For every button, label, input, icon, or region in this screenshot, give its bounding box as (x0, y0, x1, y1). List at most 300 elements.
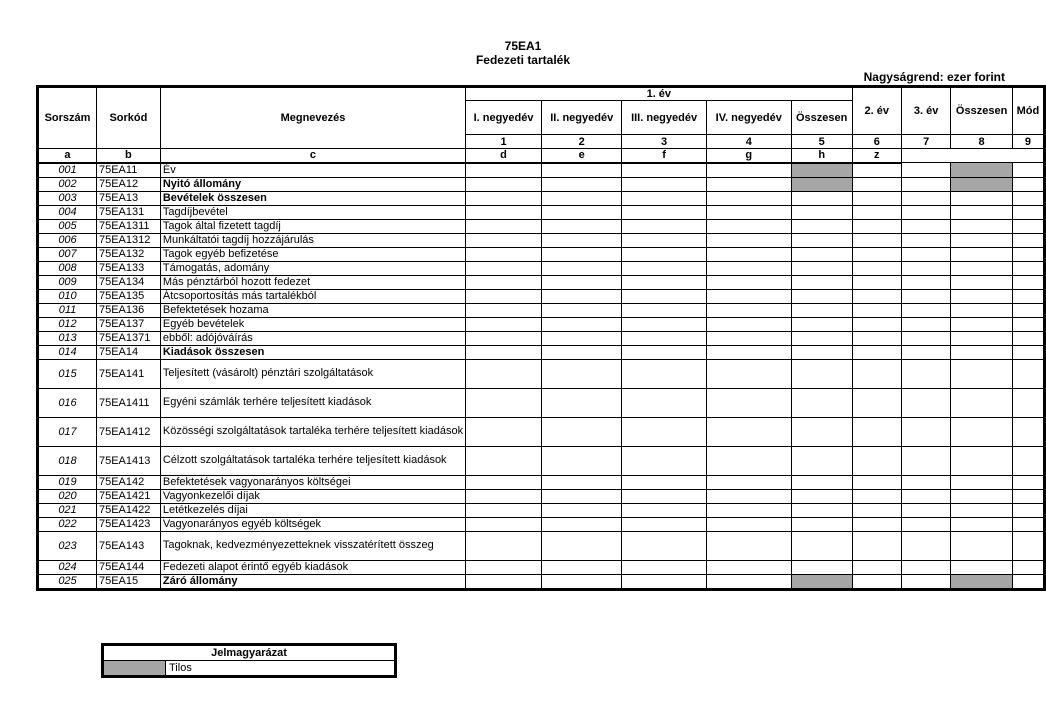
input-cell[interactable] (951, 475, 1013, 489)
input-cell[interactable] (466, 489, 542, 503)
input-cell[interactable] (791, 560, 852, 574)
input-cell[interactable] (466, 177, 542, 191)
input-cell[interactable] (466, 205, 542, 219)
input-cell[interactable] (466, 388, 542, 417)
col-year1: 1. év (466, 87, 852, 101)
input-cell[interactable] (791, 345, 852, 359)
input-cell[interactable] (622, 261, 706, 275)
input-cell[interactable] (852, 531, 901, 560)
input-cell[interactable] (791, 219, 852, 233)
input-cell[interactable] (951, 417, 1013, 446)
input-cell[interactable] (852, 205, 901, 219)
input-cell[interactable] (466, 303, 542, 317)
input-cell[interactable] (901, 574, 950, 589)
row-number: 006 (38, 233, 97, 247)
input-cell[interactable] (951, 359, 1013, 388)
table-row (38, 503, 1045, 517)
input-cell[interactable] (541, 359, 621, 388)
col-mod: Mód (1012, 87, 1044, 135)
row-code: 75EA1421 (96, 489, 160, 503)
form-code: 75EA1 (504, 39, 542, 53)
input-cell[interactable] (951, 205, 1013, 219)
input-cell[interactable] (791, 388, 852, 417)
input-cell[interactable] (1012, 317, 1044, 331)
row-name: Bevételek összesen (160, 191, 465, 205)
input-cell[interactable] (1012, 261, 1044, 275)
input-cell[interactable] (541, 531, 621, 560)
input-cell[interactable] (706, 517, 791, 531)
row-code: 75EA1412 (96, 417, 160, 446)
input-cell[interactable] (852, 177, 901, 191)
input-cell[interactable] (706, 289, 791, 303)
input-cell[interactable] (901, 446, 950, 475)
row-number: 013 (38, 331, 97, 345)
input-cell[interactable] (622, 163, 706, 178)
row-code: 75EA1312 (96, 233, 160, 247)
col-letter: c (160, 149, 465, 163)
input-cell[interactable] (1012, 303, 1044, 317)
input-cell[interactable] (706, 247, 791, 261)
input-cell[interactable] (901, 247, 950, 261)
input-cell[interactable] (1012, 417, 1044, 446)
input-cell[interactable] (706, 177, 791, 191)
input-cell[interactable] (901, 388, 950, 417)
input-cell[interactable] (706, 359, 791, 388)
input-cell[interactable] (622, 205, 706, 219)
input-cell[interactable] (1012, 574, 1044, 589)
table-row (38, 388, 1045, 417)
input-cell[interactable] (541, 446, 621, 475)
input-cell[interactable] (622, 560, 706, 574)
input-cell[interactable] (901, 219, 950, 233)
col-letter: z (852, 149, 901, 163)
row-code: 75EA142 (96, 475, 160, 489)
input-cell[interactable] (791, 275, 852, 289)
forbidden-cell (951, 574, 1013, 589)
input-cell[interactable] (901, 303, 950, 317)
row-number: 018 (38, 446, 97, 475)
row-code: 75EA135 (96, 289, 160, 303)
row-name: Egyéni számlák terhére teljesített kiadások (160, 388, 465, 417)
input-cell[interactable] (622, 177, 706, 191)
input-cell[interactable] (901, 275, 950, 289)
input-cell[interactable] (951, 219, 1013, 233)
input-cell[interactable] (901, 503, 950, 517)
input-cell[interactable] (622, 191, 706, 205)
input-cell[interactable] (541, 560, 621, 574)
legend-forbidden-swatch (103, 661, 166, 677)
input-cell[interactable] (1012, 560, 1044, 574)
row-name: Záró állomány (160, 574, 465, 589)
input-cell[interactable] (852, 317, 901, 331)
input-cell[interactable] (1012, 289, 1044, 303)
input-cell[interactable] (1012, 475, 1044, 489)
input-cell[interactable] (901, 531, 950, 560)
input-cell[interactable] (901, 359, 950, 388)
input-cell[interactable] (791, 446, 852, 475)
input-cell[interactable] (706, 219, 791, 233)
input-cell[interactable] (541, 503, 621, 517)
input-cell[interactable] (951, 275, 1013, 289)
input-cell[interactable] (1012, 177, 1044, 191)
input-cell[interactable] (901, 417, 950, 446)
input-cell[interactable] (901, 205, 950, 219)
input-cell[interactable] (466, 531, 542, 560)
input-cell[interactable] (622, 531, 706, 560)
input-cell[interactable] (951, 446, 1013, 475)
input-cell[interactable] (852, 574, 901, 589)
input-cell[interactable] (541, 163, 621, 178)
input-cell[interactable] (541, 317, 621, 331)
input-cell[interactable] (852, 261, 901, 275)
row-code: 75EA132 (96, 247, 160, 261)
input-cell[interactable] (541, 205, 621, 219)
input-cell[interactable] (706, 261, 791, 275)
row-name: Fedezeti alapot érintő egyéb kiadások (160, 560, 465, 574)
forbidden-cell (791, 177, 852, 191)
row-number: 002 (38, 177, 97, 191)
input-cell[interactable] (466, 517, 542, 531)
input-cell[interactable] (791, 475, 852, 489)
input-cell[interactable] (791, 247, 852, 261)
input-cell[interactable] (622, 331, 706, 345)
input-cell[interactable] (951, 388, 1013, 417)
row-number: 009 (38, 275, 97, 289)
input-cell[interactable] (1012, 191, 1044, 205)
input-cell[interactable] (466, 289, 542, 303)
input-cell[interactable] (706, 303, 791, 317)
input-cell[interactable] (706, 574, 791, 589)
row-number: 008 (38, 261, 97, 275)
input-cell[interactable] (706, 163, 791, 178)
input-cell[interactable] (541, 177, 621, 191)
input-cell[interactable] (622, 303, 706, 317)
input-cell[interactable] (622, 289, 706, 303)
input-cell[interactable] (901, 475, 950, 489)
input-cell[interactable] (852, 359, 901, 388)
row-number: 025 (38, 574, 97, 589)
table-row (38, 219, 1045, 233)
input-cell[interactable] (706, 275, 791, 289)
table-row (38, 177, 1045, 191)
row-name: Év (160, 163, 465, 178)
input-cell[interactable] (541, 303, 621, 317)
row-code: 75EA11 (96, 163, 160, 178)
row-name: Befektetések hozama (160, 303, 465, 317)
input-cell[interactable] (466, 560, 542, 574)
input-cell[interactable] (901, 177, 950, 191)
input-cell[interactable] (1012, 503, 1044, 517)
input-cell[interactable] (1012, 247, 1044, 261)
row-code: 75EA134 (96, 275, 160, 289)
input-cell[interactable] (791, 331, 852, 345)
col-sorszam: Sorszám (38, 87, 97, 149)
input-cell[interactable] (951, 191, 1013, 205)
input-cell[interactable] (706, 446, 791, 475)
input-cell[interactable] (1012, 531, 1044, 560)
col-q2: II. negyedév (541, 101, 621, 135)
input-cell[interactable] (622, 345, 706, 359)
input-cell[interactable] (1012, 275, 1044, 289)
input-cell[interactable] (541, 489, 621, 503)
input-cell[interactable] (541, 475, 621, 489)
input-cell[interactable] (466, 446, 542, 475)
input-cell[interactable] (622, 359, 706, 388)
row-number: 021 (38, 503, 97, 517)
row-number: 010 (38, 289, 97, 303)
unit-label: Nagyságrend: ezer forint (863, 70, 1005, 84)
table-row (38, 275, 1045, 289)
input-cell[interactable] (901, 517, 950, 531)
table-row (38, 359, 1045, 388)
input-cell[interactable] (852, 275, 901, 289)
input-cell[interactable] (466, 219, 542, 233)
input-cell[interactable] (466, 191, 542, 205)
row-name: Vagyonarányos egyéb költségek (160, 517, 465, 531)
input-cell[interactable] (622, 275, 706, 289)
row-code: 75EA15 (96, 574, 160, 589)
row-code: 75EA1422 (96, 503, 160, 517)
input-cell[interactable] (901, 261, 950, 275)
input-cell[interactable] (706, 417, 791, 446)
table-row (38, 517, 1045, 531)
input-cell[interactable] (622, 317, 706, 331)
input-cell[interactable] (706, 503, 791, 517)
input-cell[interactable] (791, 359, 852, 388)
table-row (38, 289, 1045, 303)
table-row (38, 417, 1045, 446)
input-cell[interactable] (541, 275, 621, 289)
row-name: Tagok egyéb befizetése (160, 247, 465, 261)
input-cell[interactable] (706, 489, 791, 503)
input-cell[interactable] (951, 289, 1013, 303)
input-cell[interactable] (466, 233, 542, 247)
input-cell[interactable] (901, 560, 950, 574)
input-cell[interactable] (541, 289, 621, 303)
input-cell[interactable] (706, 388, 791, 417)
row-number: 005 (38, 219, 97, 233)
input-cell[interactable] (852, 345, 901, 359)
input-cell[interactable] (951, 331, 1013, 345)
row-code: 75EA136 (96, 303, 160, 317)
input-cell[interactable] (1012, 219, 1044, 233)
input-cell[interactable] (466, 261, 542, 275)
input-cell[interactable] (791, 289, 852, 303)
row-name: Teljesített (vásárolt) pénztári szolgáltatások (160, 359, 465, 388)
input-cell[interactable] (901, 331, 950, 345)
input-cell[interactable] (622, 219, 706, 233)
input-cell[interactable] (901, 489, 950, 503)
input-cell[interactable] (466, 359, 542, 388)
input-cell[interactable] (541, 574, 621, 589)
row-number: 020 (38, 489, 97, 503)
input-cell[interactable] (706, 191, 791, 205)
input-cell[interactable] (791, 303, 852, 317)
input-cell[interactable] (852, 247, 901, 261)
input-cell[interactable] (541, 388, 621, 417)
input-cell[interactable] (951, 531, 1013, 560)
input-cell[interactable] (951, 560, 1013, 574)
input-cell[interactable] (852, 289, 901, 303)
input-cell[interactable] (791, 205, 852, 219)
input-cell[interactable] (852, 475, 901, 489)
input-cell[interactable] (951, 233, 1013, 247)
input-cell[interactable] (852, 417, 901, 446)
input-cell[interactable] (791, 531, 852, 560)
input-cell[interactable] (951, 247, 1013, 261)
input-cell[interactable] (622, 517, 706, 531)
row-number: 023 (38, 531, 97, 560)
input-cell[interactable] (1012, 359, 1044, 388)
input-cell[interactable] (466, 574, 542, 589)
row-code: 75EA141 (96, 359, 160, 388)
input-cell[interactable] (466, 163, 542, 178)
input-cell[interactable] (1012, 388, 1044, 417)
input-cell[interactable] (466, 275, 542, 289)
input-cell[interactable] (852, 303, 901, 317)
input-cell[interactable] (1012, 446, 1044, 475)
input-cell[interactable] (706, 205, 791, 219)
col-number: 8 (951, 135, 1013, 149)
input-cell[interactable] (706, 560, 791, 574)
input-cell[interactable] (706, 475, 791, 489)
input-cell[interactable] (791, 261, 852, 275)
input-cell[interactable] (852, 446, 901, 475)
input-cell[interactable] (466, 417, 542, 446)
row-name: Munkáltatói tagdíj hozzájárulás (160, 233, 465, 247)
input-cell[interactable] (791, 503, 852, 517)
input-cell[interactable] (1012, 205, 1044, 219)
input-cell[interactable] (541, 331, 621, 345)
input-cell[interactable] (791, 233, 852, 247)
input-cell[interactable] (706, 317, 791, 331)
input-cell[interactable] (791, 417, 852, 446)
col-year1-total: Összesen (791, 101, 852, 135)
input-cell[interactable] (466, 331, 542, 345)
input-cell[interactable] (1012, 489, 1044, 503)
forbidden-cell (951, 163, 1013, 178)
input-cell[interactable] (622, 247, 706, 261)
form-title: Fedezeti tartalék (475, 53, 571, 67)
input-cell[interactable] (466, 475, 542, 489)
input-cell[interactable] (622, 475, 706, 489)
input-cell[interactable] (622, 446, 706, 475)
input-cell[interactable] (852, 219, 901, 233)
input-cell[interactable] (706, 345, 791, 359)
input-cell[interactable] (951, 489, 1013, 503)
input-cell[interactable] (541, 417, 621, 446)
input-cell[interactable] (706, 531, 791, 560)
input-cell[interactable] (541, 233, 621, 247)
row-name: Kiadások összesen (160, 345, 465, 359)
input-cell[interactable] (706, 233, 791, 247)
input-cell[interactable] (901, 345, 950, 359)
row-number: 019 (38, 475, 97, 489)
input-cell[interactable] (951, 317, 1013, 331)
input-cell[interactable] (901, 233, 950, 247)
input-cell[interactable] (852, 191, 901, 205)
input-cell[interactable] (466, 345, 542, 359)
row-code: 75EA144 (96, 560, 160, 574)
table-row (38, 489, 1045, 503)
row-number: 012 (38, 317, 97, 331)
table-row (38, 303, 1045, 317)
input-cell[interactable] (901, 289, 950, 303)
input-cell[interactable] (901, 163, 950, 178)
input-cell[interactable] (791, 517, 852, 531)
table-row (38, 531, 1045, 560)
input-cell[interactable] (901, 191, 950, 205)
input-cell[interactable] (466, 247, 542, 261)
row-name: Támogatás, adomány (160, 261, 465, 275)
legend-title: Jelmagyarázat (103, 645, 396, 661)
row-name: Egyéb bevételek (160, 317, 465, 331)
input-cell[interactable] (1012, 331, 1044, 345)
input-cell[interactable] (852, 163, 901, 178)
input-cell[interactable] (951, 503, 1013, 517)
input-cell[interactable] (791, 489, 852, 503)
input-cell[interactable] (622, 388, 706, 417)
input-cell[interactable] (852, 489, 901, 503)
input-cell[interactable] (852, 517, 901, 531)
row-number: 016 (38, 388, 97, 417)
col-number: 6 (852, 135, 901, 149)
input-cell[interactable] (541, 261, 621, 275)
row-name: Befektetések vagyonarányos költségei (160, 475, 465, 489)
input-cell[interactable] (541, 219, 621, 233)
input-cell[interactable] (541, 345, 621, 359)
input-cell[interactable] (901, 317, 950, 331)
input-cell[interactable] (466, 503, 542, 517)
input-cell[interactable] (541, 517, 621, 531)
input-cell[interactable] (791, 317, 852, 331)
input-cell[interactable] (852, 388, 901, 417)
row-code: 75EA143 (96, 531, 160, 560)
legend-forbidden-label: Tilos (166, 661, 396, 677)
input-cell[interactable] (622, 233, 706, 247)
input-cell[interactable] (1012, 163, 1044, 178)
input-cell[interactable] (951, 303, 1013, 317)
input-cell[interactable] (852, 331, 901, 345)
input-cell[interactable] (466, 317, 542, 331)
row-name: Célzott szolgáltatások tartaléka terhére teljesített kiadások (160, 446, 465, 475)
table-row (38, 163, 1045, 178)
row-code: 75EA1423 (96, 517, 160, 531)
row-number: 011 (38, 303, 97, 317)
input-cell[interactable] (541, 247, 621, 261)
input-cell[interactable] (1012, 233, 1044, 247)
input-cell[interactable] (951, 345, 1013, 359)
input-cell[interactable] (852, 560, 901, 574)
row-name: Tagoknak, kedvezményezetteknek visszatérített összeg (160, 531, 465, 560)
col-q3: III. negyedév (622, 101, 706, 135)
input-cell[interactable] (622, 503, 706, 517)
input-cell[interactable] (1012, 517, 1044, 531)
row-code: 75EA14 (96, 345, 160, 359)
input-cell[interactable] (622, 489, 706, 503)
input-cell[interactable] (541, 191, 621, 205)
input-cell[interactable] (852, 503, 901, 517)
input-cell[interactable] (1012, 345, 1044, 359)
input-cell[interactable] (622, 574, 706, 589)
input-cell[interactable] (852, 233, 901, 247)
input-cell[interactable] (951, 261, 1013, 275)
input-cell[interactable] (951, 517, 1013, 531)
input-cell[interactable] (791, 191, 852, 205)
input-cell[interactable] (622, 417, 706, 446)
input-cell[interactable] (706, 331, 791, 345)
row-number: 024 (38, 560, 97, 574)
